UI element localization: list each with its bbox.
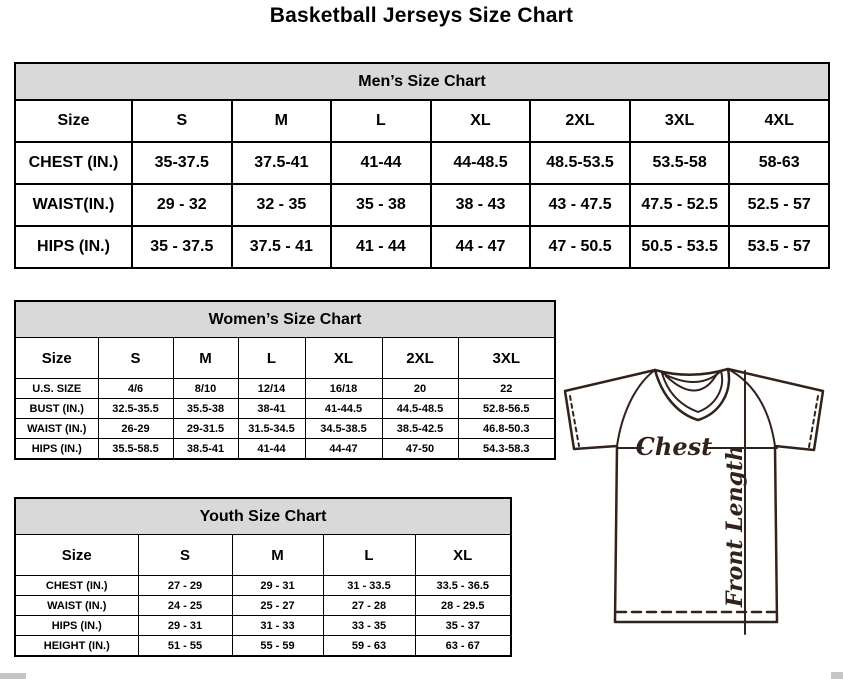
- column-header-cell: Size: [15, 535, 138, 576]
- size-value-cell: 35.5-58.5: [98, 439, 173, 460]
- column-header-cell: Size: [15, 338, 98, 379]
- size-value-cell: 37.5-41: [232, 142, 332, 184]
- column-header-cell: Size: [15, 100, 132, 142]
- size-value-cell: 26-29: [98, 419, 173, 439]
- horizontal-scrollbar-fragment[interactable]: [0, 673, 26, 679]
- column-header-cell: XL: [415, 535, 511, 576]
- size-value-cell: 4/6: [98, 379, 173, 399]
- row-label-cell: BUST (IN.): [15, 399, 98, 419]
- size-value-cell: 44-47: [305, 439, 382, 460]
- size-value-cell: 38.5-41: [173, 439, 238, 460]
- column-header-cell: XL: [431, 100, 531, 142]
- size-value-cell: 16/18: [305, 379, 382, 399]
- table-title-row: [15, 498, 511, 535]
- size-value-cell: 54.3-58.3: [458, 439, 555, 460]
- size-value-cell: 27 - 28: [323, 596, 415, 616]
- size-value-cell: 37.5 - 41: [232, 226, 332, 268]
- size-value-cell: 31 - 33: [232, 616, 323, 636]
- size-value-cell: 35 - 37: [415, 616, 511, 636]
- size-value-cell: 35 - 38: [331, 184, 431, 226]
- size-value-cell: 44-48.5: [431, 142, 531, 184]
- table-row: [15, 419, 555, 439]
- table-row: [15, 616, 511, 636]
- column-header-row: [15, 338, 555, 379]
- column-header-row: [15, 535, 511, 576]
- column-header-cell: L: [238, 338, 305, 379]
- size-value-cell: 33 - 35: [323, 616, 415, 636]
- size-value-cell: 47.5 - 52.5: [630, 184, 730, 226]
- size-value-cell: 20: [382, 379, 458, 399]
- size-value-cell: 38-41: [238, 399, 305, 419]
- size-value-cell: 25 - 27: [232, 596, 323, 616]
- row-label-cell: CHEST (IN.): [15, 576, 138, 596]
- size-value-cell: 52.5 - 57: [729, 184, 829, 226]
- size-value-cell: 51 - 55: [138, 636, 232, 657]
- size-value-cell: 32 - 35: [232, 184, 332, 226]
- size-value-cell: 32.5-35.5: [98, 399, 173, 419]
- table-row: [15, 439, 555, 460]
- column-header-cell: XL: [305, 338, 382, 379]
- table-row: [15, 142, 829, 184]
- size-value-cell: 22: [458, 379, 555, 399]
- size-value-cell: 53.5 - 57: [729, 226, 829, 268]
- size-value-cell: 35 - 37.5: [132, 226, 232, 268]
- size-value-cell: 47-50: [382, 439, 458, 460]
- column-header-cell: 4XL: [729, 100, 829, 142]
- size-value-cell: 44 - 47: [431, 226, 531, 268]
- row-label-cell: HIPS (IN.): [15, 616, 138, 636]
- size-value-cell: 55 - 59: [232, 636, 323, 657]
- size-value-cell: 41-44.5: [305, 399, 382, 419]
- table-row: [15, 226, 829, 268]
- size-value-cell: 43 - 47.5: [530, 184, 630, 226]
- size-value-cell: 24 - 25: [138, 596, 232, 616]
- mens-size-chart-table: [14, 62, 830, 269]
- mens-chart-title: Men’s Size Chart: [15, 63, 829, 100]
- size-value-cell: 38 - 43: [431, 184, 531, 226]
- page-title: Basketball Jerseys Size Chart: [269, 4, 574, 27]
- size-value-cell: 28 - 29.5: [415, 596, 511, 616]
- size-value-cell: 33.5 - 36.5: [415, 576, 511, 596]
- size-value-cell: 58-63: [729, 142, 829, 184]
- row-label-cell: WAIST (IN.): [15, 596, 138, 616]
- size-value-cell: 8/10: [173, 379, 238, 399]
- size-value-cell: 46.8-50.3: [458, 419, 555, 439]
- size-value-cell: 29 - 31: [232, 576, 323, 596]
- column-header-cell: 3XL: [458, 338, 555, 379]
- size-value-cell: 41 - 44: [331, 226, 431, 268]
- size-value-cell: 29 - 32: [132, 184, 232, 226]
- size-value-cell: 27 - 29: [138, 576, 232, 596]
- youth-chart-title: Youth Size Chart: [15, 498, 511, 535]
- column-header-cell: M: [232, 100, 332, 142]
- size-value-cell: 35.5-38: [173, 399, 238, 419]
- womens-size-chart-table: [14, 300, 556, 460]
- size-value-cell: 34.5-38.5: [305, 419, 382, 439]
- womens-chart-title: Women’s Size Chart: [15, 301, 555, 338]
- column-header-cell: S: [132, 100, 232, 142]
- column-header-cell: L: [323, 535, 415, 576]
- horizontal-scrollbar-fragment[interactable]: [831, 672, 843, 679]
- table-row: [15, 184, 829, 226]
- size-value-cell: 44.5-48.5: [382, 399, 458, 419]
- row-label-cell: WAIST (IN.): [15, 419, 98, 439]
- size-value-cell: 31 - 33.5: [323, 576, 415, 596]
- column-header-row: [15, 100, 829, 142]
- row-label-cell: HIPS (IN.): [15, 226, 132, 268]
- size-value-cell: 35-37.5: [132, 142, 232, 184]
- table-title-row: [15, 63, 829, 100]
- column-header-cell: L: [331, 100, 431, 142]
- row-label-cell: CHEST (IN.): [15, 142, 132, 184]
- column-header-cell: M: [232, 535, 323, 576]
- size-value-cell: 29 - 31: [138, 616, 232, 636]
- size-value-cell: 50.5 - 53.5: [630, 226, 730, 268]
- size-value-cell: 41-44: [331, 142, 431, 184]
- column-header-cell: S: [138, 535, 232, 576]
- size-value-cell: 52.8-56.5: [458, 399, 555, 419]
- table-row: [15, 379, 555, 399]
- size-value-cell: 47 - 50.5: [530, 226, 630, 268]
- size-value-cell: 29-31.5: [173, 419, 238, 439]
- size-value-cell: 53.5-58: [630, 142, 730, 184]
- column-header-cell: 2XL: [382, 338, 458, 379]
- column-header-cell: 2XL: [530, 100, 630, 142]
- chest-label: Chest: [635, 432, 713, 461]
- row-label-cell: HIPS (IN.): [15, 439, 98, 460]
- table-row: [15, 576, 511, 596]
- size-value-cell: 38.5-42.5: [382, 419, 458, 439]
- table-row: [15, 636, 511, 657]
- row-label-cell: WAIST(IN.): [15, 184, 132, 226]
- jersey-measurement-diagram: [558, 354, 843, 644]
- youth-size-chart-table: [14, 497, 512, 657]
- table-title-row: [15, 301, 555, 338]
- size-value-cell: 12/14: [238, 379, 305, 399]
- column-header-cell: M: [173, 338, 238, 379]
- size-value-cell: 48.5-53.5: [530, 142, 630, 184]
- table-row: [15, 596, 511, 616]
- row-label-cell: U.S. SIZE: [15, 379, 98, 399]
- column-header-cell: 3XL: [630, 100, 730, 142]
- column-header-cell: S: [98, 338, 173, 379]
- size-value-cell: 41-44: [238, 439, 305, 460]
- size-value-cell: 31.5-34.5: [238, 419, 305, 439]
- jersey-diagram-icon: [558, 354, 843, 644]
- front-length-label: Front Length: [722, 444, 748, 608]
- row-label-cell: HEIGHT (IN.): [15, 636, 138, 657]
- size-value-cell: 59 - 63: [323, 636, 415, 657]
- size-value-cell: 63 - 67: [415, 636, 511, 657]
- table-row: [15, 399, 555, 419]
- jersey-outline: [565, 369, 823, 622]
